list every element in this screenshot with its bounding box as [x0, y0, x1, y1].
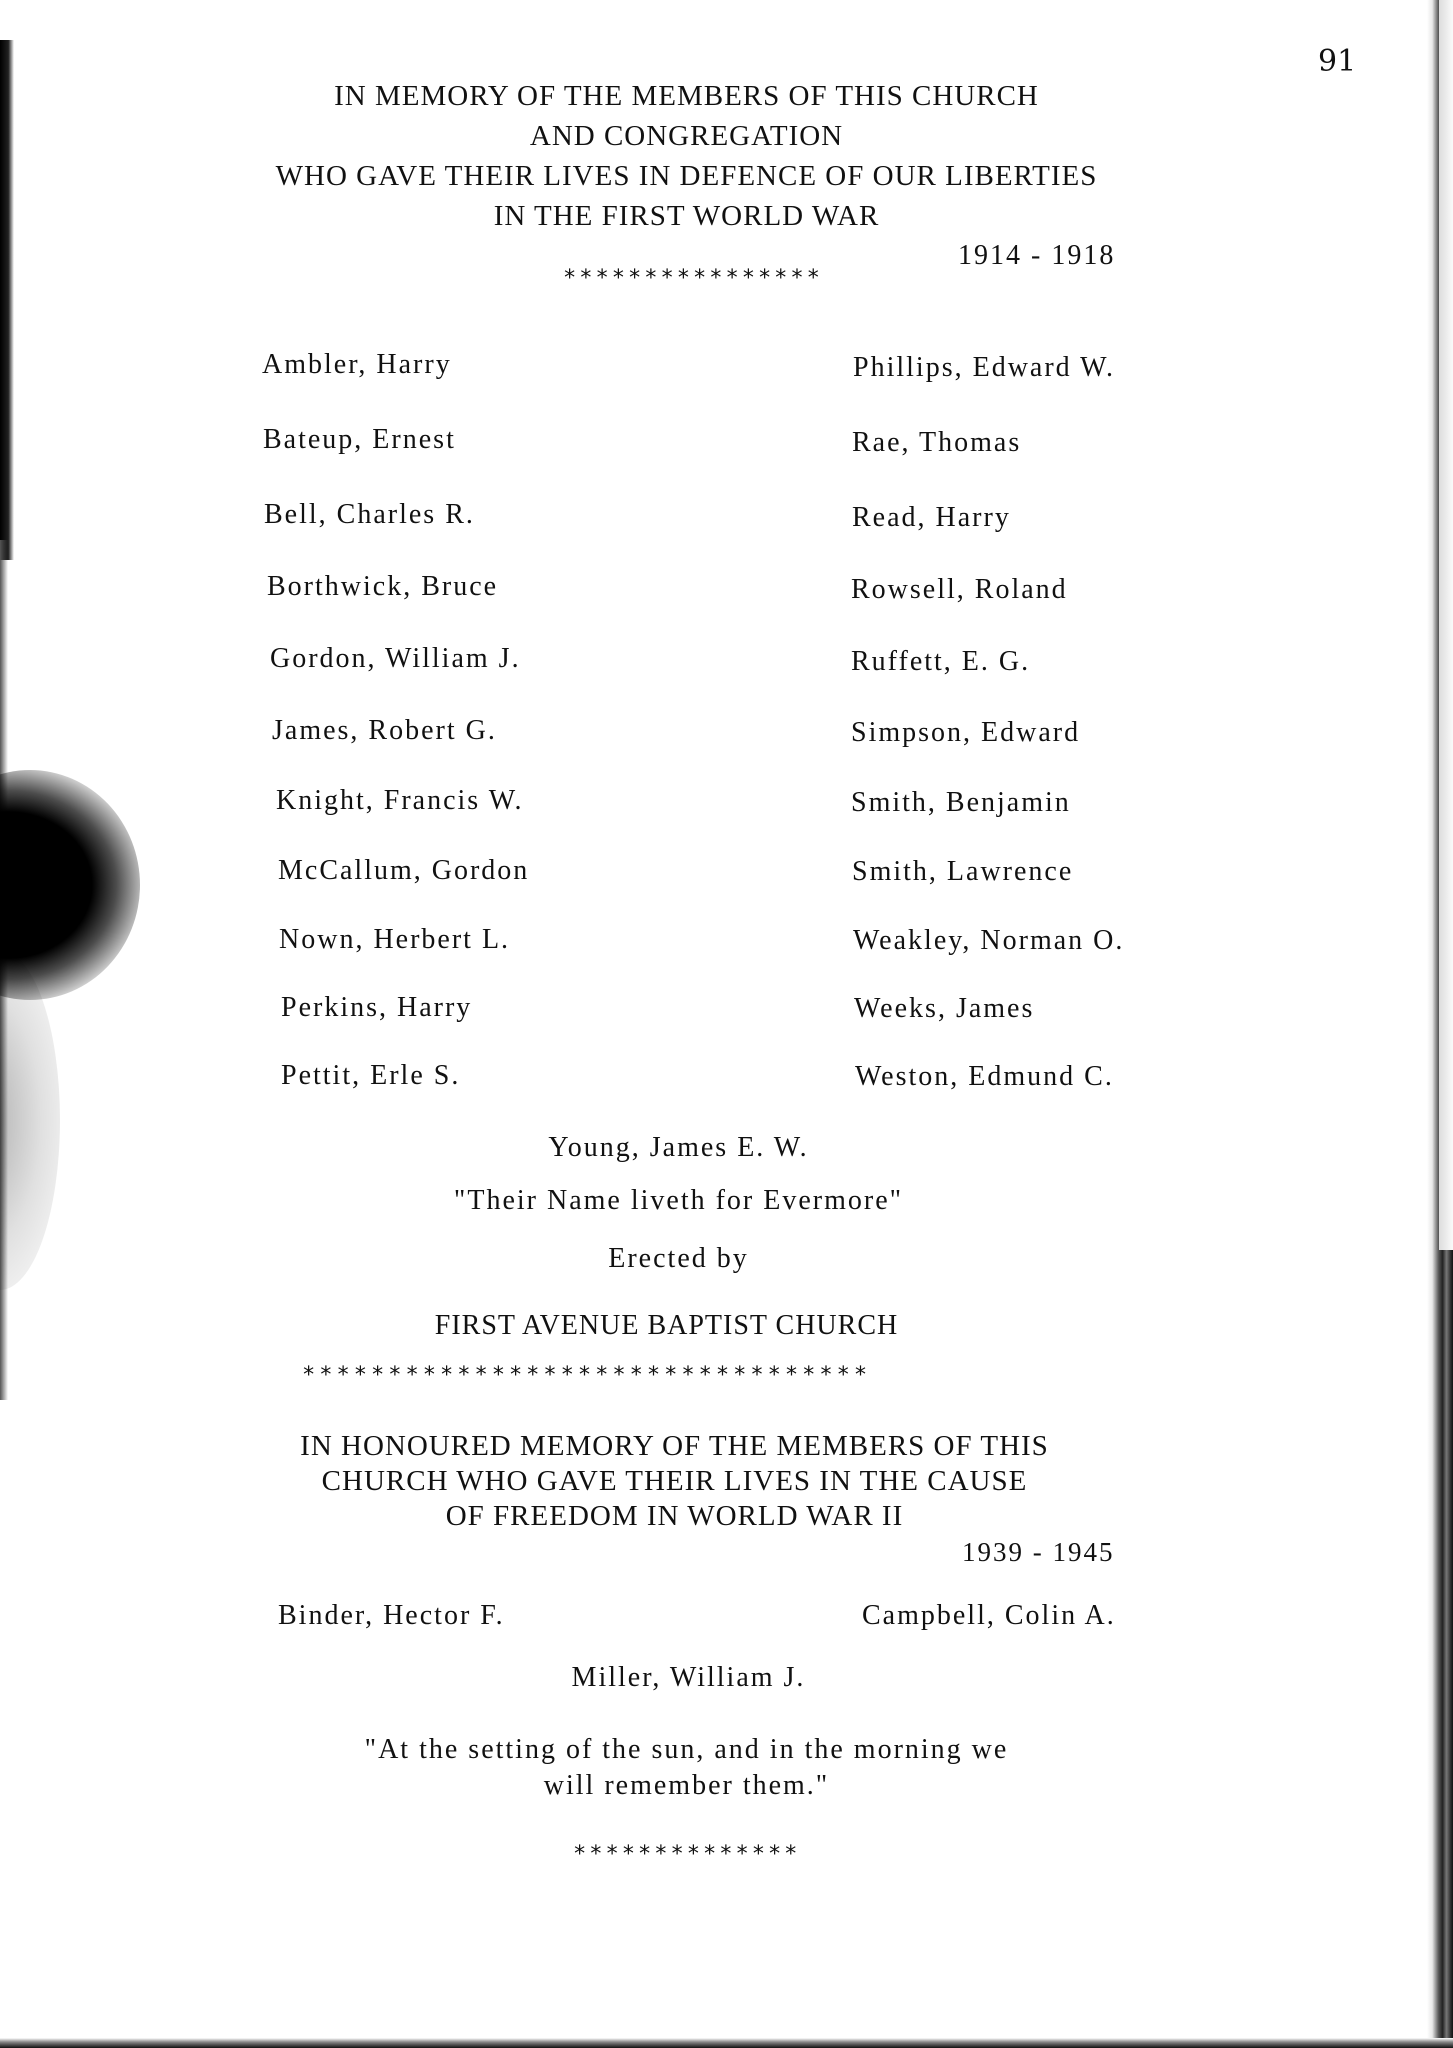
- ww1-left-name: Borthwick, Bruce: [267, 571, 499, 602]
- scan-edge-bottom: [0, 2038, 1453, 2048]
- erected-by-label: Erected by: [608, 1243, 749, 1274]
- thumb-shadow-blur: [0, 950, 60, 1290]
- ww1-right-name: Weakley, Norman O.: [853, 925, 1125, 956]
- ww1-right-name: Read, Harry: [852, 502, 1011, 533]
- ww2-center-name: Miller, William J.: [571, 1662, 806, 1693]
- ww1-right-name: Rowsell, Roland: [851, 574, 1068, 605]
- ww2-heading-line-3: OF FREEDOM IN WORLD WAR II: [445, 1500, 904, 1532]
- ww1-right-name: Ruffett, E. G.: [851, 646, 1031, 677]
- ww1-right-name: Smith, Benjamin: [851, 787, 1071, 818]
- ww2-right-name: Campbell, Colin A.: [862, 1600, 1116, 1631]
- ww2-stars-divider: **************: [573, 1842, 801, 1867]
- ww1-right-name: Simpson, Edward: [851, 717, 1081, 748]
- ww1-left-name: McCallum, Gordon: [278, 855, 530, 886]
- page-number: 91: [1318, 44, 1357, 79]
- ww2-heading-line-2: CHURCH WHO GAVE THEIR LIVES IN THE CAUSE: [321, 1465, 1028, 1497]
- ww1-center-name: Young, James E. W.: [548, 1132, 809, 1163]
- ww2-motto-line-2: will remember them.": [543, 1770, 830, 1801]
- ww1-heading-line-2: AND CONGREGATION: [529, 120, 844, 152]
- ww1-left-name: Perkins, Harry: [281, 992, 473, 1023]
- ww2-years: 1939 - 1945: [962, 1537, 1115, 1567]
- ww1-right-name: Weeks, James: [854, 993, 1035, 1024]
- ww1-right-name: Smith, Lawrence: [852, 856, 1074, 887]
- ww1-left-name: Ambler, Harry: [262, 349, 452, 380]
- ww1-stars-divider: ****************: [563, 266, 823, 291]
- ww1-left-name: Gordon, William J.: [270, 643, 521, 674]
- ww1-right-name: Weston, Edmund C.: [855, 1061, 1114, 1092]
- ww1-right-name: Phillips, Edward W.: [853, 352, 1116, 383]
- ww1-heading-line-3: WHO GAVE THEIR LIVES IN DEFENCE OF OUR LIBERTIES: [275, 160, 1098, 192]
- ww2-heading-line-1: IN HONOURED MEMORY OF THE MEMBERS OF THIS: [300, 1430, 1049, 1462]
- ww1-left-name: Bell, Charles R.: [264, 499, 475, 530]
- ww1-heading-line-1: IN MEMORY OF THE MEMBERS OF THIS CHURCH: [334, 80, 1039, 112]
- section-divider-stars: *********************************: [302, 1363, 872, 1388]
- church-name: FIRST AVENUE BAPTIST CHURCH: [434, 1310, 899, 1341]
- ww1-right-name: Rae, Thomas: [852, 427, 1022, 458]
- scan-edge-shadow-left: [0, 40, 14, 560]
- ww1-years: 1914 - 1918: [958, 240, 1116, 271]
- ww2-motto-line-1: "At the setting of the sun, and in the morning we: [364, 1734, 1009, 1765]
- ww1-left-name: Bateup, Ernest: [263, 424, 456, 455]
- scan-edge-right-upper: [1439, 0, 1453, 1250]
- ww1-left-name: Pettit, Erle S.: [281, 1060, 461, 1091]
- ww2-left-name: Binder, Hector F.: [278, 1600, 505, 1631]
- ww1-left-name: Knight, Francis W.: [276, 785, 524, 816]
- ww1-left-name: James, Robert G.: [272, 715, 497, 746]
- ww1-motto: "Their Name liveth for Evermore": [453, 1185, 904, 1216]
- ww1-heading-line-4: IN THE FIRST WORLD WAR: [493, 200, 880, 232]
- ww1-left-name: Nown, Herbert L.: [279, 924, 511, 955]
